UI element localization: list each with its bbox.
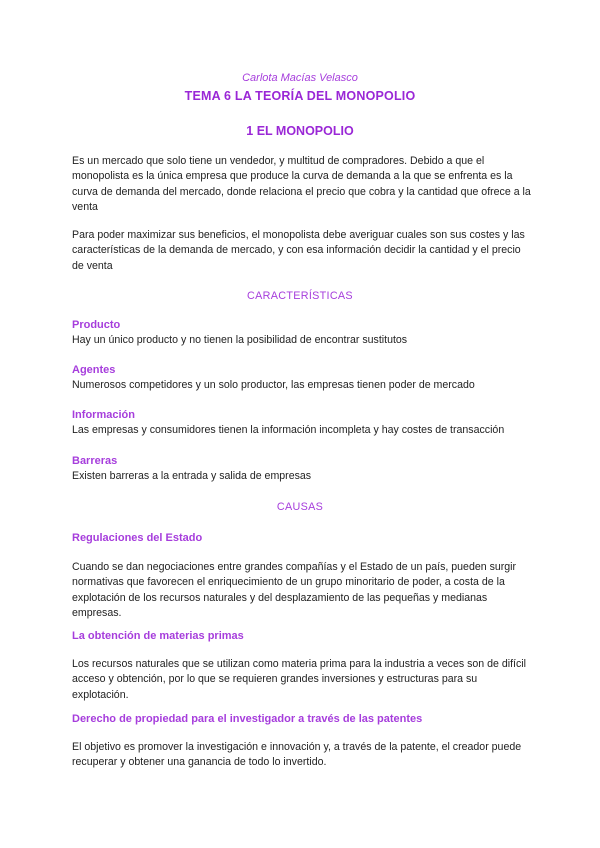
label-materias-primas: La obtención de materias primas [72,630,244,642]
text-agentes: Numerosos competidores y un solo productor, las empresas tienen poder de mercado [72,379,475,391]
text-producto: Hay un único producto y no tienen la posibilidad de encontrar sustitutos [72,334,408,346]
text-regulaciones: Cuando se dan negociaciones entre grandes compañías y el Estado de un país, pueden surgir normativas que favorecen el enriquecimiento de un grupo minoritario de poder, a costa de la explotación de los recursos naturales y del desplazamiento de las pequeñas y medianas empresas. [72,561,517,620]
document-title: TEMA 6 LA TEORÍA DEL MONOPOLIO [184,89,416,103]
label-patentes: Derecho de propiedad para el investigador a través de las patentes [72,713,423,725]
text-barreras: Existen barreras a la entrada y salida de empresas [72,470,312,482]
label-producto: Producto [72,319,121,331]
label-agentes: Agentes [72,364,116,376]
text-informacion: Las empresas y consumidores tienen la información incompleta y hay costes de transacción [72,424,505,436]
text-patentes: El objetivo es promover la investigación e innovación y, a través de la patente, el creador puede recuperar y obtener una ganancia de todo lo invertido. [72,741,522,769]
label-informacion: Información [72,409,135,421]
section-heading-monopolio: 1 EL MONOPOLIO [246,124,354,138]
label-barreras: Barreras [72,455,118,467]
subheading-causas: CAUSAS [276,501,324,513]
label-regulaciones: Regulaciones del Estado [72,532,203,544]
text-materias-primas: Los recursos naturales que se utilizan como materia prima para la industria a veces son de difícil acceso y obtención, por lo que se requieren grandes inversiones y estructuras para su explotación. [72,658,526,701]
author-name: Carlota Macías Velasco [242,72,358,84]
paragraph-maximize: Para poder maximizar sus beneficios, el monopolista debe averiguar cuales son sus costes y las características de la demanda de mercado, y con esa información decidir la cantidad y el precio de venta [72,229,525,272]
paragraph-definition: Es un mercado que solo tiene un vendedor, y multitud de compradores. Debido a que el monopolista es la única empresa que produce la curva de demanda a la que se enfrenta es la curva de demanda del mercado, donde relaciona el precio que cobra y la cantidad que ofrece a la venta [72,155,531,214]
subheading-caracteristicas: CARACTERÍSTICAS [247,290,353,302]
